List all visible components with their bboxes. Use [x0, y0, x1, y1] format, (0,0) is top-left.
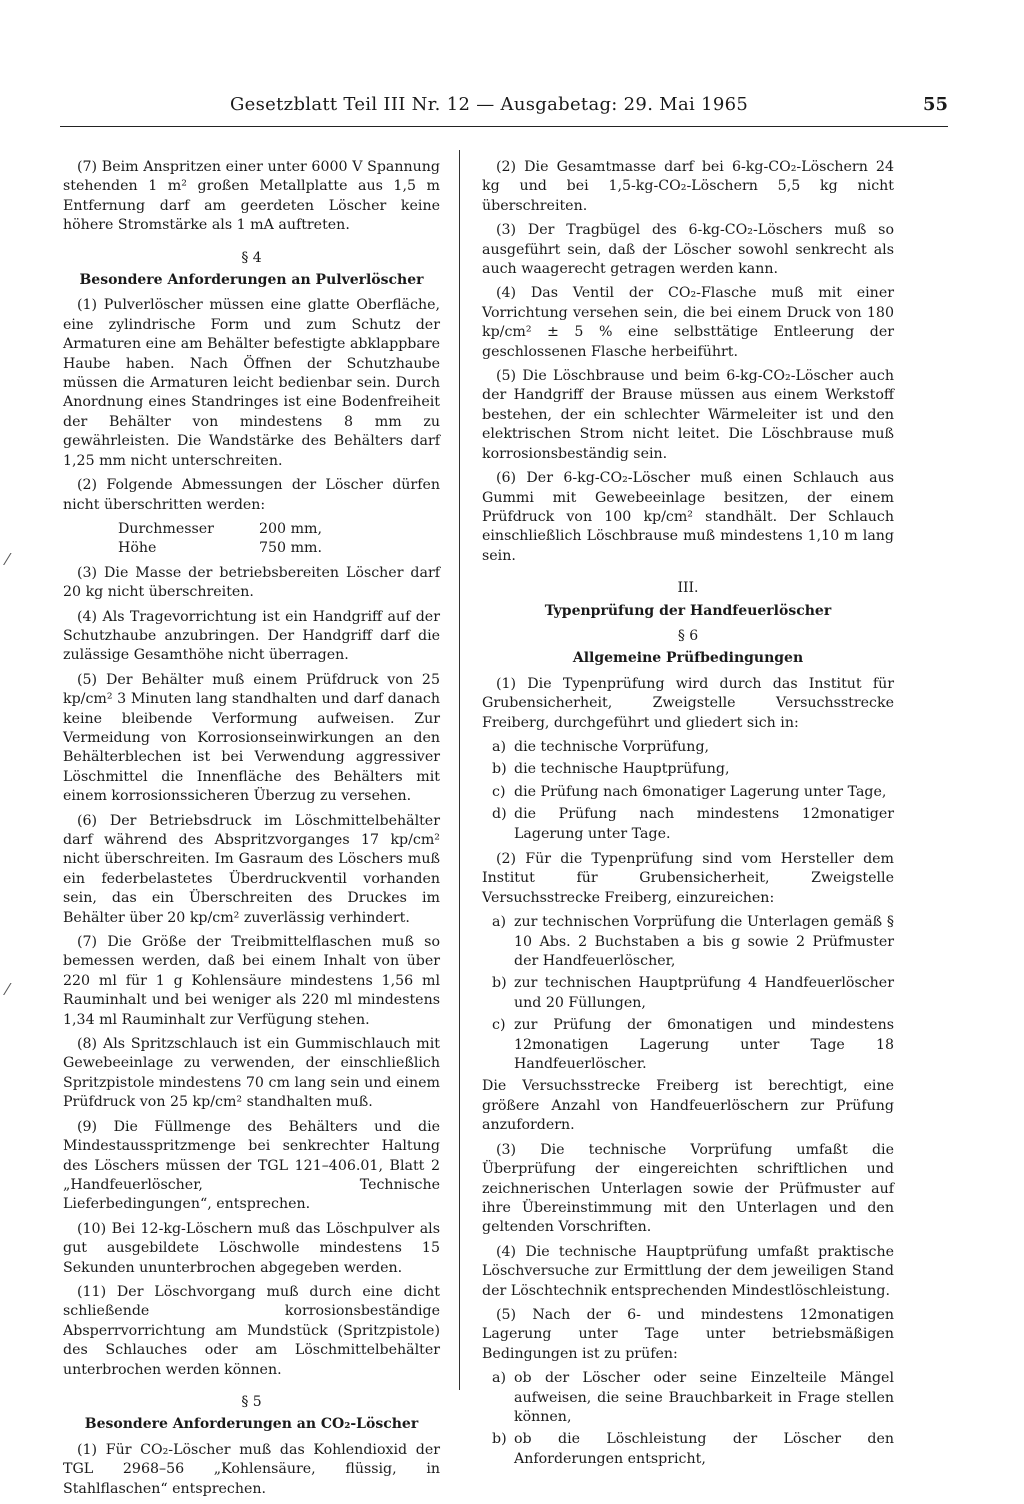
section-number: § 5: [241, 1393, 262, 1410]
paragraph: (2) Die Gesamtmasse darf bei 6-kg-CO₂-Löschern 24 kg und bei 1,5-kg-CO₂-Löschern 5,5 kg nicht überschreiten.: [482, 159, 894, 214]
list-item: [492, 805, 894, 844]
paragraph: (2) Folgende Abmessungen der Löscher dürfen nicht überschritten werden:: [63, 477, 440, 513]
paragraph: (6) Der Betriebsdruck im Löschmittelbehälter darf während des Abspritzvorganges 17 kp/cm² nicht überschreiten. Im Gasraum des Löschers muß ein federbelastetes Überdruckventil vorhanden sein, das ein Überschreiten des Druckes im Behälter über 20 kp/cm² zuverlässig verhindert.: [63, 812, 440, 926]
paragraph: (4) Als Tragevorrichtung ist ein Handgriff auf der Schutzhaube anzubringen. Der Handgriff darf die zulässige Gesamthöhe nicht überragen.: [63, 608, 440, 664]
list-item-label: a): [492, 738, 506, 755]
list-item-text: zur technischen Hauptprüfung 4 Handfeuerlöscher und 20 Füllungen,: [514, 975, 894, 1011]
margin-mark-icon: ⁄: [6, 980, 9, 999]
paragraph: (1) Die Typenprüfung wird durch das Institut für Grubensicherheit, Zweigstelle Versuchsstrecke Freiberg, durchgeführt und gliedert sich in:: [482, 675, 894, 731]
list-item: [492, 1016, 894, 1074]
list-item: [492, 913, 894, 971]
list-item: [492, 738, 894, 757]
dimension-label: Höhe: [118, 540, 157, 557]
paragraph: (7) Die Größe der Treibmittelflaschen muß so bemessen werden, daß bei einem Inhalt von über 220 ml für 1 g Kohlensäure mindestens 1,56 ml Rauminhalt und bei weniger als 220 ml mindestens 1,34 ml Rauminhalt zur Verfügung stehen.: [63, 934, 440, 1028]
part-number: III.: [677, 580, 699, 597]
paragraph: (7) Beim Anspritzen einer unter 6000 V Spannung stehenden 1 m² großen Metallplatte aus 1,5 m Entfernung darf am geerdeten Löscher keine höhere Stromstärke als 1 mA auftreten.: [63, 159, 440, 234]
paragraph: (1) Pulverlöscher müssen eine glatte Oberfläche, eine zylindrische Form und zum Schutz der Armaturen eine am Behälter befestigte abklappbare Haube haben. Nach Öffnen der Schutzhaube müssen die Armaturen leicht bedienbar sein. Durch Anordnung eines Standringes ist eine Bodenfreiheit der Behälter von mindestens 8 mm zu gewährleisten. Die Wandstärke des Behälters darf 1,25 mm nicht unterschreiten.: [63, 297, 440, 469]
list-item-label: b): [492, 975, 507, 992]
list-item-text: ob die Löschleistung der Löscher den Anforderungen entspricht,: [514, 1431, 894, 1467]
list-item-label: d): [492, 806, 507, 823]
list-item-label: b): [492, 761, 507, 778]
dimensions-list: [118, 520, 440, 559]
paragraph: (8) Als Spritzschlauch ist ein Gummischlauch mit Gewebeeinlage zu verwenden, der einschließlich Spritzpistole mindestens 70 cm lang sein und einem Prüfdruck von 25 kp/cm² standhalten muß.: [63, 1036, 440, 1111]
paragraph: (2) Für die Typenprüfung sind vom Hersteller dem Institut für Grubensicherheit, Zweigstelle Versuchsstrecke Freiberg, einzureichen:: [482, 851, 894, 906]
list-item-label: b): [492, 1431, 507, 1448]
list-item-label: a): [492, 914, 506, 931]
paragraph: Die Versuchsstrecke Freiberg ist berechtigt, eine größere Anzahl von Handfeuerlöschern zur Prüfung anzufordern.: [482, 1078, 894, 1134]
paragraph: (10) Bei 12-kg-Löschern muß das Löschpulver als gut ausgebildete Löschwolle mindestens 15 Sekunden ununterbrochen abgegeben werden.: [63, 1220, 440, 1276]
paragraph: (6) Der 6-kg-CO₂-Löscher muß einen Schlauch aus Gummi mit Gewebeeinlage besitzen, der einem Prüfdruck von 100 kp/cm² standhält. Der Schlauch einschließlich Löschbrause muß mindestens 1,10 m lang sein.: [482, 470, 894, 564]
list-item-text: zur Prüfung der 6monatigen und mindestens 12monatigen Lagerung unter Tage 18 Handfeuerlöscher.: [514, 1017, 894, 1073]
list-item: [492, 1369, 894, 1427]
dimension-label: Durchmesser: [118, 520, 214, 537]
section-heading: Besondere Anforderungen an CO₂-Löscher: [84, 1416, 419, 1433]
list-item-label: c): [492, 1017, 506, 1034]
list-item-text: die Prüfung nach 6monatiger Lagerung unter Tage,: [514, 783, 887, 800]
page-number: 55: [922, 94, 948, 115]
column-divider: [459, 150, 460, 1390]
paragraph: (3) Der Tragbügel des 6-kg-CO₂-Löschers muß so ausgeführt sein, daß der Löscher sowohl senkrecht als auch waagerecht getragen werden kann.: [482, 222, 894, 278]
paragraph: (5) Der Behälter muß einem Prüfdruck von 25 kp/cm² 3 Minuten lang standhalten und darf danach keine bleibende Verformung aufweisen. Zur Vermeidung von Korrosionseinwirkungen an den Behälterblechen ist bei Verwendung aggressiver Löschmittel die Innenfläche des Behälters mit einem korrosionssicheren Überzug zu versehen.: [63, 671, 440, 805]
paragraph: (4) Das Ventil der CO₂-Flasche muß mit einer Vorrichtung versehen sein, die bei einem Druck von 180 kp/cm² ± 5 % eine selbsttätige Entleerung der geschlossenen Flasche herbeiführt.: [482, 285, 894, 360]
paragraph: (5) Nach der 6- und mindestens 12monatigen Lagerung unter Tage unter betriebsmäßigen Bedingungen ist zu prüfen:: [482, 1306, 894, 1362]
list-item: [492, 1430, 894, 1469]
list-item-text: ob der Löscher oder seine Einzelteile Mängel aufweisen, die seine Brauchbarkeit in Frage stellen können,: [514, 1370, 894, 1425]
list-item-label: c): [492, 783, 506, 800]
part-heading: Typenprüfung der Handfeuerlöscher: [544, 602, 832, 619]
paragraph: (3) Die Masse der betriebsbereiten Löscher darf 20 kg nicht überschreiten.: [63, 564, 440, 601]
list-item-text: die Prüfung nach mindestens 12monatiger Lagerung unter Tage.: [514, 806, 894, 842]
list-item: [492, 783, 894, 802]
paragraph: (9) Die Füllmenge des Behälters und die Mindestausspritzmenge bei senkrechter Haltung des Löschers müssen der TGL 121–406.01, Blatt 2 „Handfeuerlöscher, Technische Lieferbedingungen“, entsprechen.: [63, 1118, 440, 1213]
paragraph: (4) Die technische Hauptprüfung umfaßt praktische Löschversuche zur Ermittlung der dem jeweiligen Stand der Löschtechnik entsprechenden Mindestlöschleistung.: [482, 1243, 894, 1299]
list-item-label: a): [492, 1370, 506, 1387]
list-item-text: zur technischen Vorprüfung die Unterlagen gemäß § 10 Abs. 2 Buchstaben a bis g sowie 2 Prüfmuster der Handfeuerlöscher,: [514, 914, 894, 970]
list-item-text: die technische Vorprüfung,: [514, 738, 710, 755]
paragraph: (1) Für CO₂-Löscher muß das Kohlendioxid der TGL 2968–56 „Kohlensäure, flüssig, in Stahlflaschen“ entsprechen.: [63, 1441, 440, 1497]
dimension-value: 750 mm.: [258, 540, 322, 557]
section-heading: Besondere Anforderungen an Pulverlöscher: [79, 272, 424, 289]
left-column: [63, 158, 440, 1504]
header-title: Gesetzblatt Teil III Nr. 12 — Ausgabetag: 29. Mai 1965: [230, 94, 749, 115]
list-item: [492, 974, 894, 1013]
paragraph: (5) Die Löschbrause und beim 6-kg-CO₂-Löscher auch der Handgriff der Brause müssen aus einem Werkstoff bestehen, der ein schlechter Wärmeleiter ist und den elektrischen Strom nicht leitet. Die Löschbrause muß korrosionsbeständig sein.: [482, 368, 894, 462]
page-header: [60, 90, 948, 127]
section-number: § 6: [677, 627, 699, 644]
list-item: [492, 760, 894, 779]
paragraph: (11) Der Löschvorgang muß durch eine dicht schließende korrosionsbeständige Absperrvorrichtung am Mundstück (Spritzpistole) des Schlauches oder am Löschmittelbehälter unterbrochen werden können.: [63, 1283, 440, 1378]
right-column: [482, 158, 894, 1472]
paragraph: (3) Die technische Vorprüfung umfaßt die Überprüfung der eingereichten schriftlichen und zeichnerischen Unterlagen sowie der Prüfmuster auf ihre Übereinstimmung mit den Unterlagen und den geltenden Vorschriften.: [482, 1141, 894, 1236]
section-heading: Allgemeine Prüfbedingungen: [572, 650, 804, 667]
list-item-text: die technische Hauptprüfung,: [514, 761, 730, 778]
margin-mark-icon: ⁄: [6, 550, 9, 569]
dimension-value: 200 mm,: [258, 520, 322, 537]
section-number: § 4: [241, 249, 262, 266]
